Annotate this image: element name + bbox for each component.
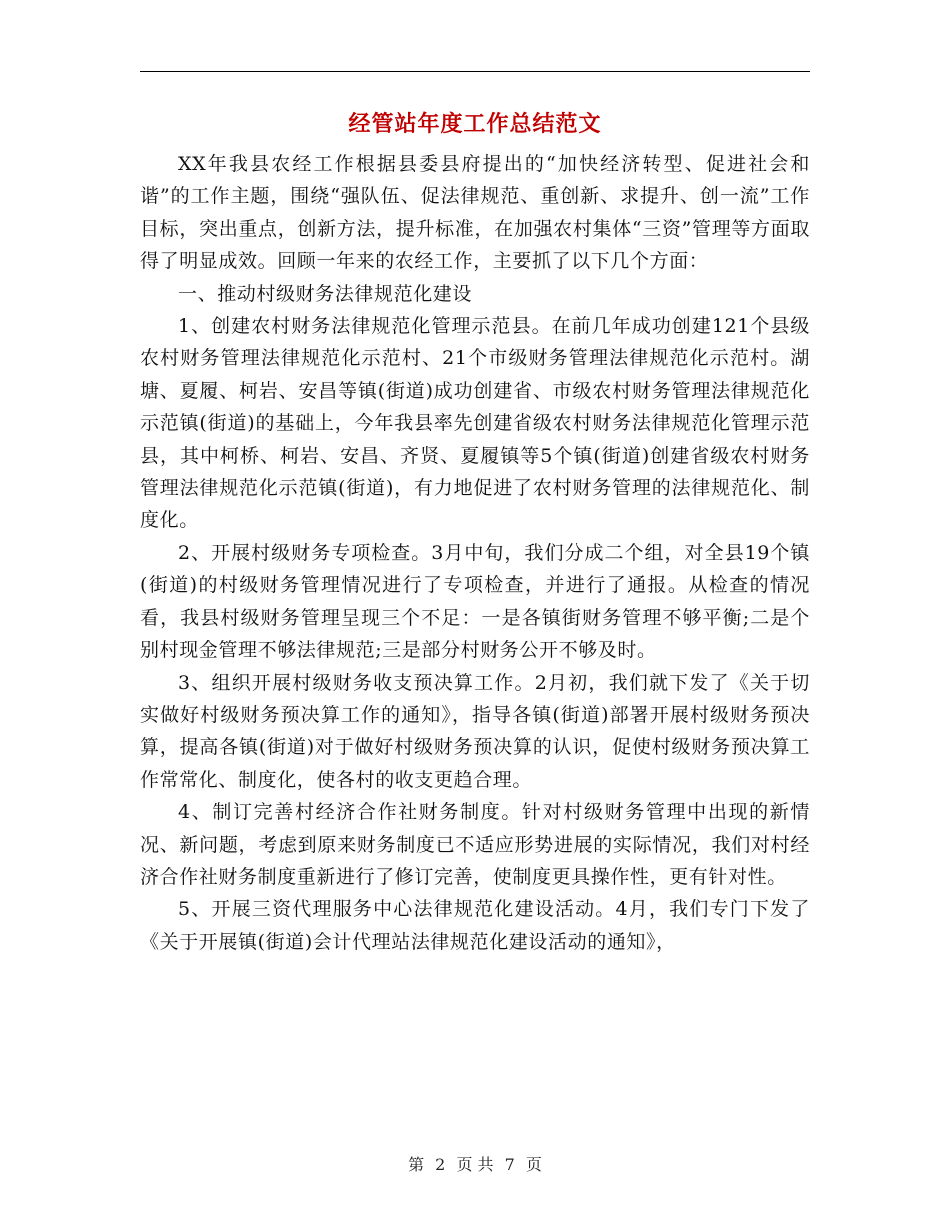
paragraph-item-4: 4、制订完善村经济合作社财务制度。针对村级财务管理中出现的新情况、新问题，考虑到原来财务制度已不适应形势进展的实际情况，我们对村经济合作社财务制度重新进行了修订完善，使制度更具操作性，更有针对性。 <box>140 801 810 888</box>
header-rule <box>140 71 810 72</box>
page-footer <box>140 1153 810 1177</box>
footer-suffix: 页 <box>525 1155 542 1174</box>
section-heading-1: 一、推动村级财务法律规范化建设 <box>178 282 473 305</box>
paragraph-intro: XX年我县农经工作根据县委县府提出的“加快经济转型、促进社会和谐”的工作主题，围绕“强队伍、促法律规范、重创新、求提升、创一流”工作目标，突出重点，创新方法，提升标准，在加强农村集体“三资”管理等方面取得了明显成效。回顾一年来的农经工作，主要抓了以下几个方面： <box>140 153 810 273</box>
footer-middle: 页 共 <box>456 1155 494 1174</box>
document-body <box>140 148 810 958</box>
paragraph-item-2: 2、开展村级财务专项检查。3月中旬，我们分成二个组，对全县19个镇(街道)的村级财务管理情况进行了专项检查，并进行了通报。从检查的情况看，我县村级财务管理呈现三个不足：一是各镇街财务管理不够平衡;二是个别村现金管理不够法律规范;三是部分村财务公开不够及时。 <box>140 541 810 662</box>
footer-current-page: 2 <box>435 1155 446 1174</box>
paragraph-item-1: 1、创建农村财务法律规范化管理示范县。在前几年成功创建121个县级农村财务管理法律规范化示范村、21个市级财务管理法律规范化示范村。湖塘、夏履、柯岩、安昌等镇(街道)成功创建省、市级农村财务管理法律规范化示范镇(街道)的基础上，今年我县率先创建省级农村财务法律规范化管理示范县，其中柯桥、柯岩、安昌、齐贤、夏履镇等5个镇(街道)创建省级农村财务管理法律规范化示范镇(街道)，有力地促进了农村财务管理的法律规范化、制度化。 <box>140 315 810 532</box>
document-title: 经管站年度工作总结范文 <box>348 112 602 137</box>
footer-total-pages: 7 <box>504 1155 515 1174</box>
footer-prefix: 第 <box>408 1155 425 1174</box>
paragraph-item-5: 5、开展三资代理服务中心法律规范化建设活动。4月，我们专门下发了《关于开展镇(街道)会计代理站法律规范化建设活动的通知》， <box>140 898 810 953</box>
paragraph-item-3: 3、组织开展村级财务收支预决算工作。2月初，我们就下发了《关于切实做好村级财务预决算工作的通知》，指导各镇(街道)部署开展村级财务预决算，提高各镇(街道)对于做好村级财务预决算的认识，促使村级财务预决算工作常常化、制度化，使各村的收支更趋合理。 <box>140 671 810 791</box>
